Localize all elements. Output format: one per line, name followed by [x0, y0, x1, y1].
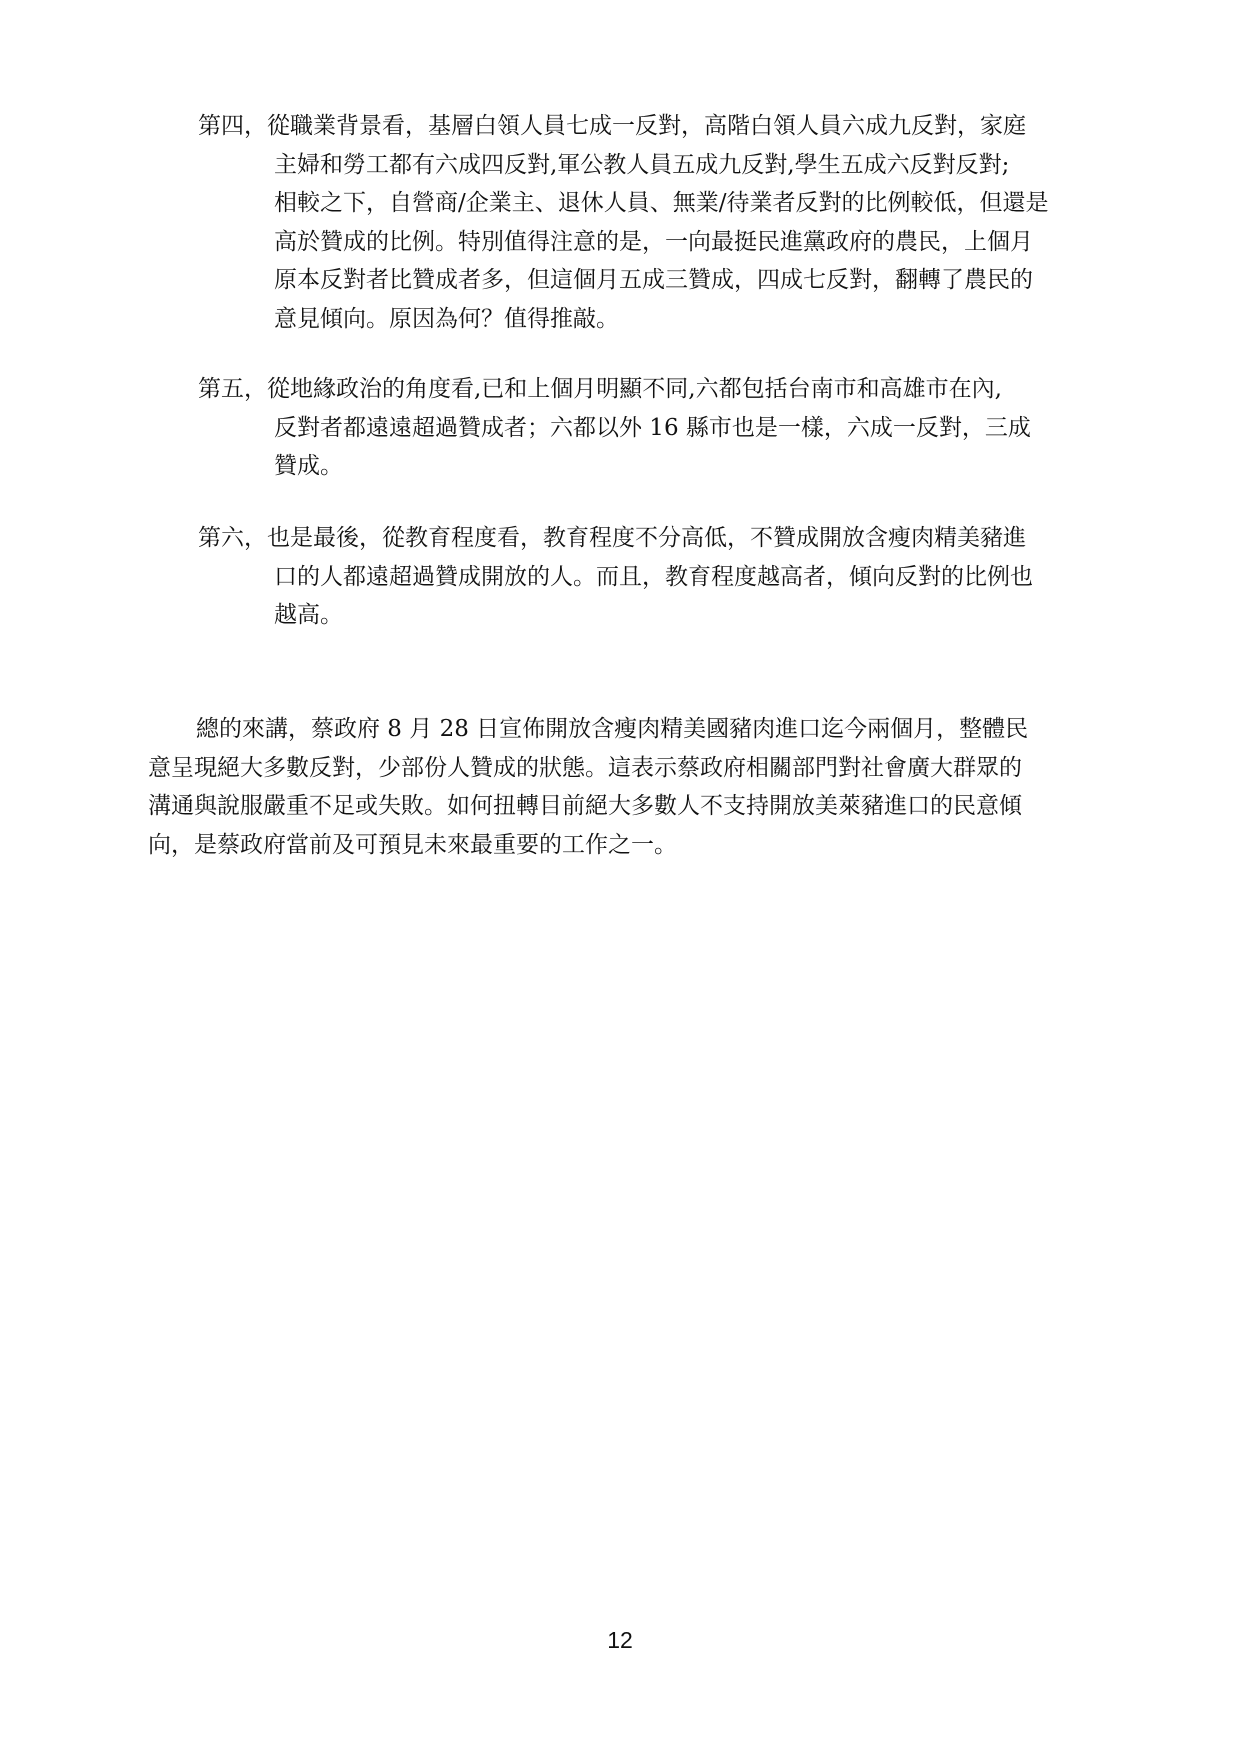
paragraph-line: 贊成。 [274, 453, 343, 479]
paragraph-line: 溝通與說服嚴重不足或失敗。如何扭轉目前絕大多數人不支持開放美萊豬進口的民意傾 [148, 793, 1022, 819]
paragraph-line: 口的人都遠超過贊成開放的人。而且，教育程度越高者，傾向反對的比例也 [274, 563, 1033, 590]
page-number: 12 [607, 1627, 633, 1653]
paragraph-line: 越高。 [274, 602, 343, 628]
paragraph-line: 意呈現絕大多數反對，少部份人贊成的狀態。這表示蔡政府相關部門對社會廣大群眾的 [148, 754, 1022, 781]
paragraph-line: 第五，從地緣政治的角度看,已和上個月明顯不同,六都包括台南市和高雄市在內, [198, 376, 1002, 402]
paragraph-line: 反對者都遠遠超過贊成者；六都以外 16 縣市也是一樣，六成一反對，三成 [274, 414, 1031, 441]
paragraph-item-5 [198, 370, 1100, 486]
paragraph-line: 第六，也是最後，從教育程度看，教育程度不分高低，不贊成開放含瘦肉精美豬進 [198, 525, 1026, 551]
paragraph-item-4 [198, 107, 1100, 338]
paragraph-item-6 [198, 519, 1100, 635]
paragraph-line: 向，是蔡政府當前及可預見未來最重要的工作之一。 [148, 831, 677, 858]
paragraph-line: 意見傾向。原因為何？值得推敲。 [274, 305, 619, 332]
paragraph-line: 總的來講，蔡政府 8 月 28 日宣佈開放含瘦肉精美國豬肉進口迄今兩個月，整體民 [196, 716, 1029, 742]
paragraph-line: 主婦和勞工都有六成四反對,軍公教人員五成九反對,學生五成六反對反對; [274, 151, 1010, 178]
paragraph-line: 原本反對者比贊成者多，但這個月五成三贊成，四成七反對，翻轉了農民的 [274, 267, 1033, 293]
summary-paragraph [148, 710, 1098, 864]
paragraph-line: 第四，從職業背景看，基層白領人員七成一反對，高階白領人員六成九反對，家庭 [198, 113, 1026, 139]
paragraph-line: 高於贊成的比例。特別值得注意的是，一向最挺民進黨政府的農民，上個月 [274, 228, 1033, 255]
paragraph-line: 相較之下，自營商/企業主、退休人員、無業/待業者反對的比例較低，但還是 [274, 190, 1049, 216]
